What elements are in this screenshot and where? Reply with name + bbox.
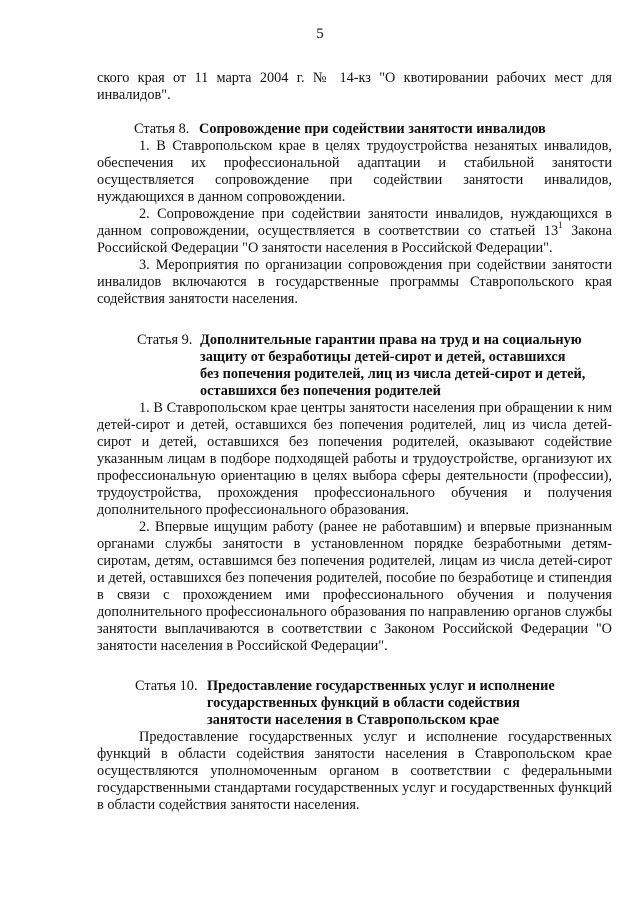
article-10-title-line: государственных функций в области содействия <box>207 695 520 711</box>
article-10-paragraph-1: Предоставление государственных услуг и исполнение государственных функций в области содействия занятости населения в Ставропольском крае осуществляются уполномоченным органом в соответствии с федеральными государственными стандартами государственных услуг и государственных функций в области содействия занятости населения. <box>97 729 612 813</box>
article-10-label: Статья 10. <box>135 678 198 694</box>
article-8-paragraph-2 <box>97 206 612 257</box>
article-number-superscript: 1 <box>558 220 563 231</box>
article-9-title-line: Дополнительные гарантии права на труд и на социальную <box>200 332 582 348</box>
article-8-paragraph-3: 3. Мероприятия по организации сопровождения при содействии занятости инвалидов включаются в государственные программы Ставропольского края содействия занятости населения. <box>97 257 612 307</box>
article-9-title-line: защиту от безработицы детей-сирот и детей, оставшихся <box>200 349 566 365</box>
article-10-title-line: занятости населения в Ставропольском крае <box>207 712 500 728</box>
article-10-heading <box>97 678 612 729</box>
article-8-heading <box>97 121 612 138</box>
article-9-label: Статья 9. <box>137 332 193 348</box>
article-9-title-line: оставшихся без попечения родителей <box>200 383 441 399</box>
article-9-title-line: без попечения родителей, лиц из числа детей-сирот и детей, <box>200 366 586 382</box>
intro-paragraph: ского края от 11 марта 2004 г. № 14-кз "О квотировании рабочих мест для инвалидов". <box>97 70 612 103</box>
article-8-paragraph-2-text: 2. Сопровождение при содействии занятости инвалидов, нуждающихся в данном сопровождении, осуществляется в соответствии со статьей 13 <box>97 206 612 239</box>
article-8-label: Статья 8. <box>134 121 190 137</box>
article-9-paragraph-1: 1. В Ставропольском крае центры занятости населения при обращении к ним детей-сирот и детей, оставшихся без попечения родителей, лиц из числа детей-сирот и детей, оставшихся без попечения родителей, оказывают содействие указанным лицам в подборе подходящей работы и трудоустройстве, организуют их профессиональную ориентацию в целях выбора сферы деятельности (профессии), трудоустройства, прохождения профессионального обучения и получения дополнительного профессионального образования. <box>97 400 612 518</box>
page-number: 5 <box>316 26 324 42</box>
article-8-paragraph-2-text-end: Закона Российской Федерации "О занятости населения в Российской Федерации". <box>97 223 613 256</box>
article-10-title-line: Предоставление государственных услуг и исполнение <box>207 678 555 694</box>
article-9-heading <box>97 332 612 400</box>
article-9-paragraph-2: 2. Впервые ищущим работу (ранее не работавшим) и впервые признанным органами службы занятости в установленном порядке безработными детям-сиротам, детям, оставшимся без попечения родителей, лицам из числа детей-сирот и детей, оставшихся без попечения родителей, пособие по безработице и стипендия в связи с прохождением ими профессионального обучения и получения дополнительного профессионального образования по направлению органов службы занятости выплачиваются в соответствии с Законом Российской Федерации "О занятости населения в Российской Федерации". <box>97 519 612 654</box>
document-body <box>97 70 612 814</box>
article-8-title: Сопровождение при содействии занятости инвалидов <box>199 121 546 137</box>
article-8-paragraph-1: 1. В Ставропольском крае в целях трудоустройства незанятых инвалидов, обеспечения их профессиональной адаптации и стабильной занятости осуществляется сопровождение при содействии занятости инвалидов, нуждающихся в данном сопровождении. <box>97 138 612 205</box>
